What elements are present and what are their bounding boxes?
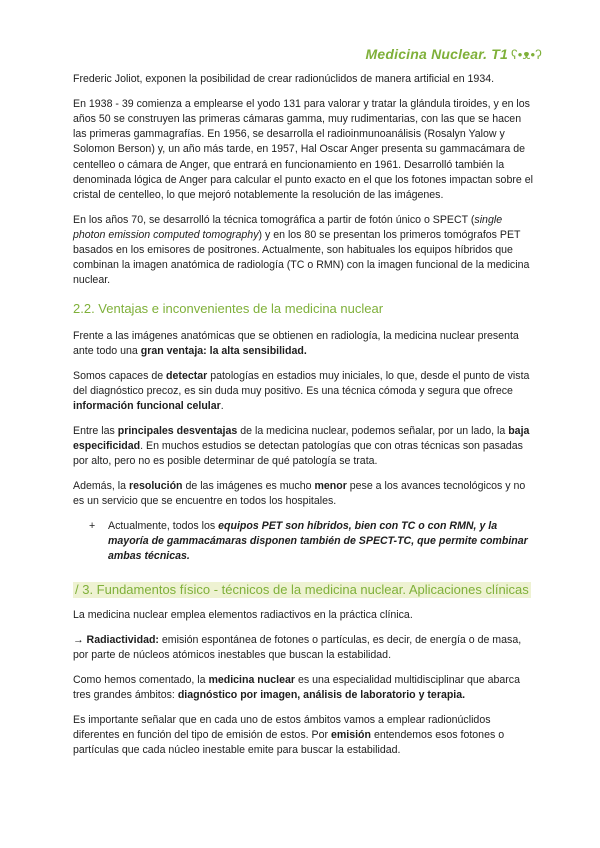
bold-run: resolución (128, 479, 183, 492)
paragraph-radioactive-elements: La medicina nuclear emplea elementos radiactivos en la práctica clínica. (73, 609, 413, 622)
paragraph-radioactivity (73, 633, 533, 663)
bold-run: diagnóstico por imagen, análisis de laboratorio y terapia. (177, 689, 466, 702)
bold-run: principales desventajas (117, 424, 238, 437)
paragraph-joliot: Frederic Joliot, exponen la posibilidad de crear radionúclidos de manera artificial en 1934. (73, 73, 495, 85)
paragraph-disadvantages (73, 424, 533, 470)
bold-run: emisión (330, 729, 371, 741)
bold-run: Radiactividad: (86, 633, 159, 646)
bold-run: medicina nuclear (208, 673, 295, 686)
bear-kaomoji-icon: ʕ•ᴥ•ʔ (511, 47, 542, 62)
text-run: Como hemos comentado, la (73, 673, 209, 686)
text-run: Frente a las imágenes anatómicas que se obtienen en radiología, la medicina nuclear presenta ante todo una (73, 329, 519, 357)
text-run: ) y en los 80 se presentan los primeros tomógrafos PET basados en los emisores de positrones. Actualmente, son habituales los equipos híbridos que combinan la imagen anatómica de radiología (TC o RMN) con la imagen funcional de la medicina nuclear. (73, 228, 530, 287)
text-run: Entre las (73, 424, 118, 437)
text-run: En los años 70, se desarrolló la técnica tomográfica a partir de fotón único o SPECT ( (73, 213, 475, 226)
text-run: Actualmente, todos los (108, 519, 219, 532)
paragraph-resolution (73, 479, 533, 509)
italic-run: single photon emission computed tomography (73, 213, 503, 241)
paragraph-emission (73, 713, 533, 759)
text-run: . (220, 399, 224, 412)
bullet-text (108, 519, 533, 565)
bold-italic-run: equipos PET son híbridos, bien con TC o con RMN, y la mayoría de gammacámaras disponen también de SPECT-TC, que permite combinar ambas técnicas. (108, 519, 528, 563)
text-run: pese a los avances tecnológicos y no es un servicio que se encuentre en todos los hospitales. (73, 479, 526, 507)
bold-run: información funcional celular (73, 399, 221, 412)
page-header (366, 46, 543, 62)
paragraph-advantage (73, 329, 533, 359)
text-run: es una especialidad multidisciplinar que abarca tres grandes ámbitos: (73, 673, 520, 702)
text-run: entendemos esos fotones o partículas que cada núcleo inestable emite para buscar la estabilidad. (73, 729, 505, 757)
text-run: . En muchos estudios se detectan patologías que con otras técnicas son pasadas por alto, pero no es posible determinar de qué patología se trata. (73, 439, 523, 468)
plus-bullet-icon: + (89, 519, 96, 532)
text-run: de la medicina nuclear, podemos señalar, por un lado, la (237, 424, 509, 437)
paragraph-detection (73, 369, 533, 415)
text-run: Es importante señalar que en cada uno de estos ámbitos vamos a emplear radionúclidos diferentes en función del tipo de emisión de estos. Por (73, 713, 491, 741)
arrow-icon: → (73, 633, 87, 646)
text-run: emisión espontánea de fotones o partículas, es decir, de energía o de masa, por parte de núcleos atómicos inestables que buscan la estabilidad. (73, 633, 522, 662)
text-run: de las imágenes es mucho (182, 479, 315, 492)
text-run: Además, la (73, 479, 129, 492)
bold-run: menor (314, 479, 347, 492)
bold-run: gran ventaja: la alta sensibilidad. (140, 344, 307, 357)
section-heading-2-2: 2.2. Ventajas e inconvenientes de la medicina nuclear (73, 300, 384, 316)
paragraph-multidisciplinary (73, 673, 533, 703)
bold-run: baja especificidad (73, 424, 530, 452)
paragraph-history-1938: En 1938 - 39 comienza a emplearse el yodo 131 para valorar y tratar la glándula tiroides, y en los años 50 se construyen las primeras cámaras gamma, muy rudimentarias, con las que se hacen las primeras gammagrafías. En 1956, se desarrolla el radioinmunoanálisis (Rosalyn Yalow y Solomon Berson) y, un año más tarde, en 1957, Hal Oscar Anger presenta su gammacámara de centelleo o cámara de Anger, que entrará en funcionamiento en 1961. Desarrolló también la denominada lógica de Anger para calcular el punto exacto en el que los fotones impactan sobre el cristal de centelleo, lo que mejoró notablemente la resolución de las imágenes. (73, 97, 533, 201)
section-heading-3: / 3. Fundamentos físico - técnicos de la medicina nuclear. Aplicaciones clínicas (75, 582, 529, 598)
paragraph-spect-pet (73, 213, 533, 289)
document-body (73, 72, 533, 768)
header-title: Medicina Nuclear. T1 (365, 46, 508, 62)
text-run: Somos capaces de (73, 369, 167, 382)
bold-run: detectar (166, 369, 208, 382)
bullet-item (73, 519, 533, 565)
text-run: patologías en estadios muy iniciales, lo que, desde el punto de vista del diagnóstico precoz, es sin duda muy positivo. Es una técnica cómoda y segura que ofrece (73, 369, 530, 397)
